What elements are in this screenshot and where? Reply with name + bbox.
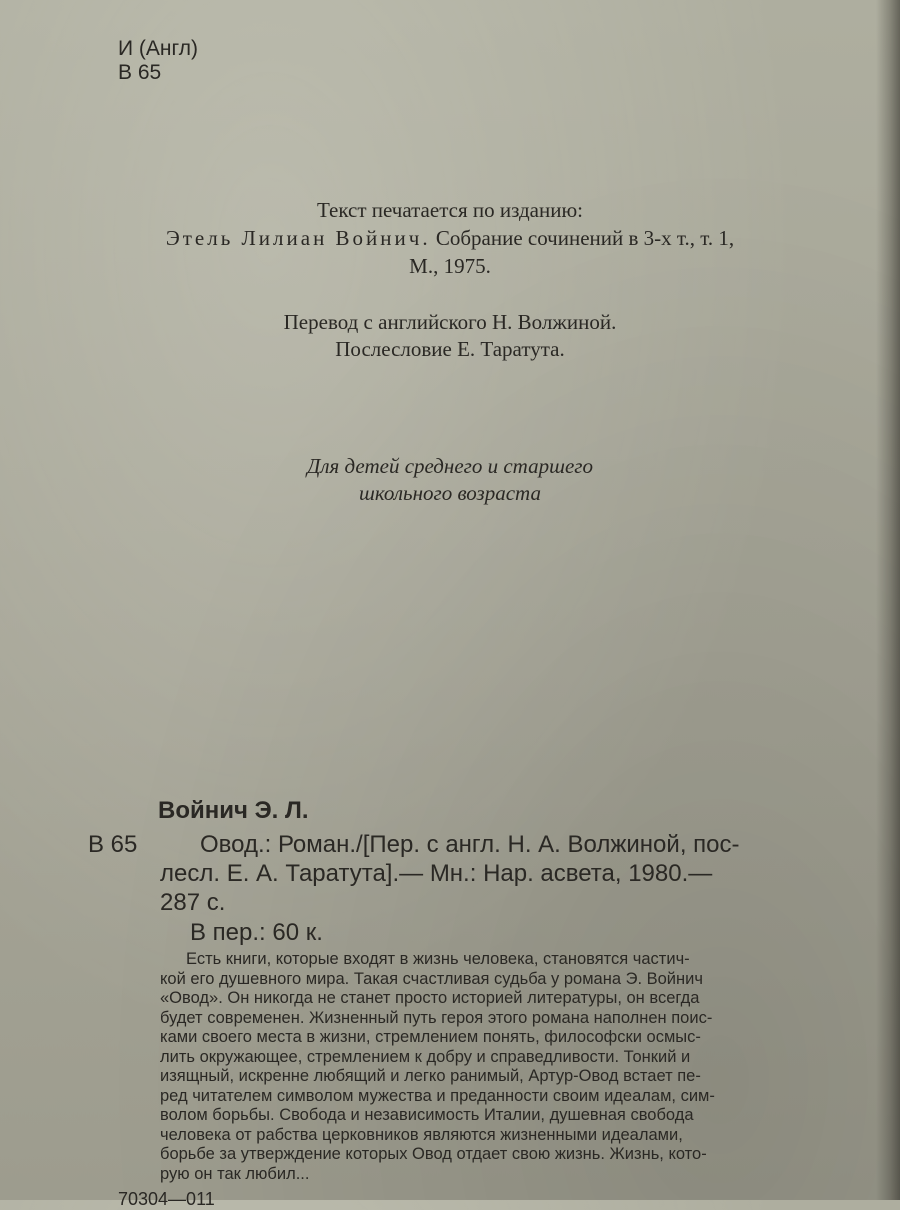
annotation-line: человека от рабства церковников являются жизненными идеалами, — [160, 1125, 683, 1144]
annotation-line: лить окружающее, стремлением к добру и справедливости. Тонкий и — [160, 1047, 691, 1066]
catalog-line: 287 с. — [160, 889, 226, 916]
catalog-line: Овод.: Роман./[Пер. с англ. Н. А. Волжиной, пос- — [200, 831, 740, 858]
annotation-line: рую он так любил... — [160, 1164, 310, 1183]
catalog-price: В пер.: 60 к. — [190, 919, 323, 946]
bbk-index: В 65 — [118, 61, 162, 84]
annotation-line: ками своего места в жизни, стремлением понять, философски осмыс- — [160, 1028, 701, 1046]
translation-credit: Перевод с английского Н. Волжиной. — [283, 310, 617, 334]
annotation-line: кой его душевного мира. Такая счастливая судьба у романа Э. Войнич — [160, 969, 703, 988]
catalog-description — [160, 830, 875, 917]
source-line — [80, 224, 820, 252]
page-edge-shadow — [876, 0, 900, 1200]
catalog-line: лесл. Е. А. Таратута].— Мн.: Нар. асвета, 1980.— — [160, 860, 713, 887]
footer-code: 70304—011 — [118, 1189, 215, 1209]
source-author: Этель Лилиан Войнич. — [165, 226, 431, 250]
catalog-author: Войнич Э. Л. — [158, 797, 309, 824]
annotation-line: волом борьбы. Свобода и независимость Италии, душевная свобода — [160, 1106, 694, 1124]
audience-line-2: школьного возраста — [359, 481, 541, 505]
udk-index: И (Англ) — [118, 37, 198, 60]
annotation-line: Есть книги, которые входят в жизнь человека, становятся частич- — [186, 950, 690, 968]
source-work: Собрание сочинений в 3-х т., т. 1, — [435, 226, 735, 250]
annotation-line: борьбе за утверждение которых Овод отдает свою жизнь. Жизнь, кото- — [160, 1145, 707, 1163]
annotation-line: будет современен. Жизненный путь героя этого романа наполнен поис- — [160, 1008, 713, 1027]
annotation-line: ред читателем символом мужества и преданности своим идеалам, сим- — [160, 1086, 715, 1105]
annotation — [160, 950, 875, 1184]
afterword-credit: Послесловие Е. Таратута. — [335, 337, 565, 361]
annotation-line: изящный, искренне любящий и легко ранимый, Артур-Овод встает пе- — [160, 1067, 701, 1085]
annotation-line: «Овод». Он никогда не станет просто историей литературы, он всегда — [160, 989, 700, 1007]
source-city-year: М., 1975. — [409, 254, 491, 278]
audience-line-1: Для детей среднего и старшего — [307, 454, 593, 478]
catalog-bbk: В 65 — [88, 831, 138, 858]
source-intro: Текст печатается по изданию: — [316, 198, 584, 222]
